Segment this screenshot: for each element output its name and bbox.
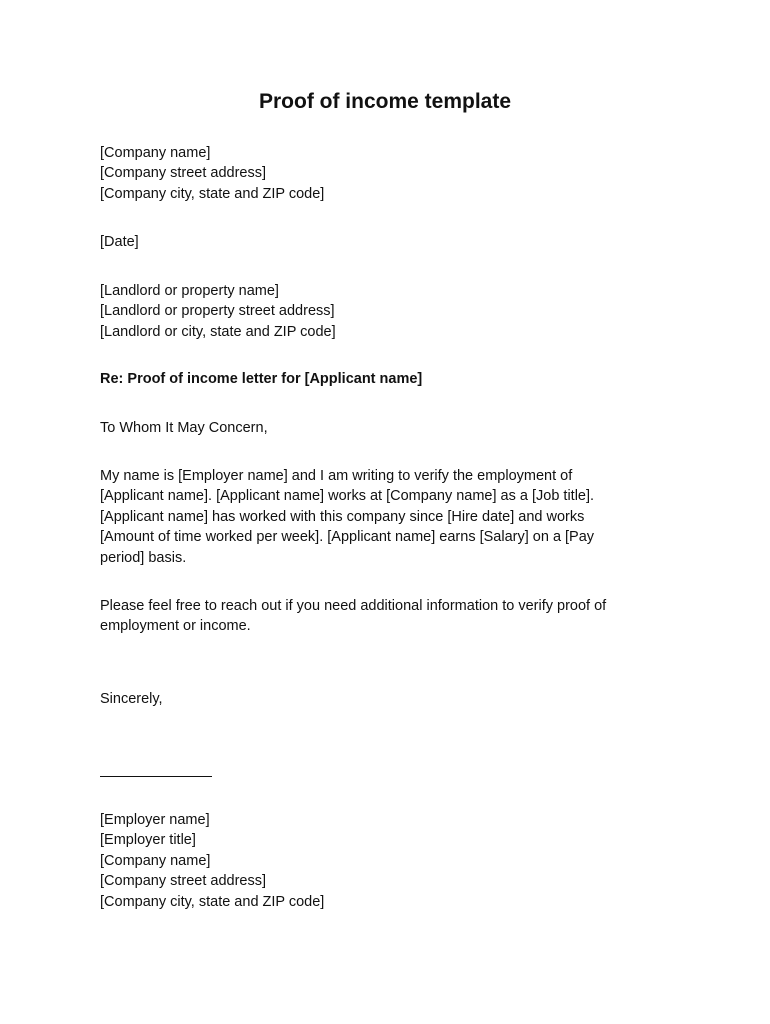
recipient-city-state-zip: [Landlord or city, state and ZIP code] xyxy=(100,323,336,340)
body-1-line: [Applicant name] has worked with this company since [Hire date] and works xyxy=(100,508,585,525)
signature-line xyxy=(100,776,212,777)
body-1-line: period] basis. xyxy=(100,549,187,566)
body-1-line: [Applicant name]. [Applicant name] works at [Company name] as a [Job title]. xyxy=(100,488,595,505)
body-2-line: Please feel free to reach out if you need additional information to verify proof of xyxy=(100,598,607,614)
body-paragraph-2 xyxy=(100,596,660,637)
recipient-address xyxy=(100,281,660,342)
subject-line xyxy=(100,369,660,389)
salutation-text: To Whom It May Concern, xyxy=(100,420,268,436)
body-1-line: My name is [Employer name] and I am writing to verify the employment of xyxy=(100,468,573,484)
date-placeholder: [Date] xyxy=(100,234,139,250)
signature-employer-title: [Employer title] xyxy=(100,832,196,849)
letter-date xyxy=(100,232,660,252)
sender-street: [Company street address] xyxy=(100,165,267,182)
closing xyxy=(100,689,660,709)
body-2-line: employment or income. xyxy=(100,618,251,635)
salutation xyxy=(100,418,660,438)
signature-city-state-zip: [Company city, state and ZIP code] xyxy=(100,893,325,910)
signature-block xyxy=(100,810,660,912)
signature-company-name: [Company name] xyxy=(100,852,211,869)
body-1-line: [Amount of time worked per week]. [Applicant name] earns [Salary] on a [Pay xyxy=(100,529,595,546)
document-title: Proof of income template xyxy=(258,90,512,113)
recipient-name: [Landlord or property name] xyxy=(100,283,279,299)
body-paragraph-1 xyxy=(100,466,660,568)
signature-employer-name: [Employer name] xyxy=(100,812,210,828)
sender-company-name: [Company name] xyxy=(100,145,211,161)
signature-street: [Company street address] xyxy=(100,873,267,890)
closing-text: Sincerely, xyxy=(100,691,163,707)
sender-address xyxy=(100,143,660,204)
subject-text: Re: Proof of income letter for [Applicant name] xyxy=(100,371,423,387)
sender-city-state-zip: [Company city, state and ZIP code] xyxy=(100,185,325,202)
recipient-street: [Landlord or property street address] xyxy=(100,303,335,320)
